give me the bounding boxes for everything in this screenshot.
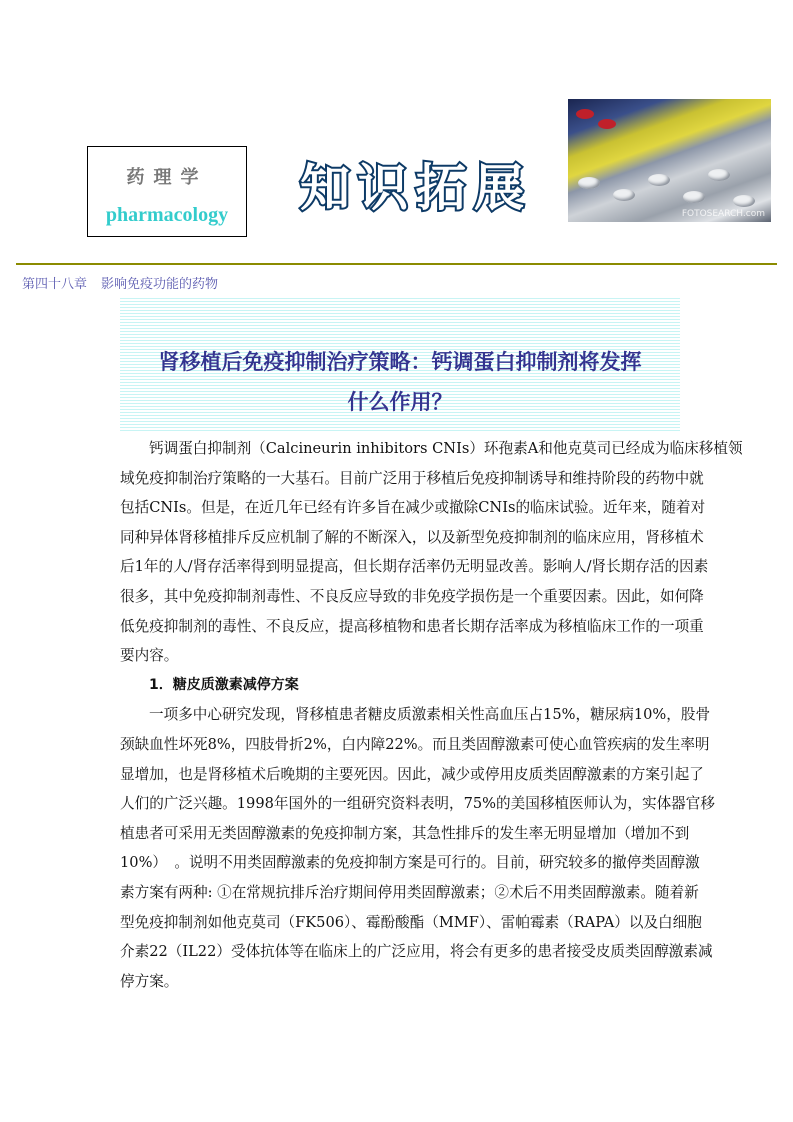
paragraph-line: 钙调蛋白抑制剂（Calcineurin inhibitors CNIs）环孢素A和他克莫司已经成为临床移植领 <box>149 440 743 457</box>
paragraph-line: 颈缺血性坏死8%，四肢骨折2%，白内障22%。而且类固醇激素可使心血管疾病的发生率明 <box>120 735 710 753</box>
paragraph-line: 要内容。 <box>120 647 179 665</box>
pills-photo <box>568 99 771 222</box>
subject-box <box>87 146 247 237</box>
subject-english: pharmacology <box>105 204 229 226</box>
paragraph-line: 一项多中心研究发现，肾移植患者糖皮质激素相关性高血压占15%，糖尿病10%，股骨 <box>149 706 711 724</box>
paragraph-line: 低免疫抑制剂的毒性、不良反应，提高移植物和患者长期存活率成为移植临床工作的一项重 <box>120 617 704 635</box>
paragraph-line: 停方案。 <box>120 972 179 990</box>
section-heading: 1．糖皮质激素减停方案 <box>149 676 299 693</box>
paragraph-line: 植患者可采用无类固醇激素的免疫抑制方案，其急性排斥的发生率无明显增加（增加不到 <box>120 824 690 842</box>
paragraph-line: 10%） 。说明不用类固醇激素的免疫抑制方案是可行的。目前，研究较多的撤停类固醇激 <box>120 854 700 872</box>
paragraph-line: 介素22（IL22）受体抗体等在临床上的广泛应用，将会有更多的患者接受皮质类固醇激素减 <box>120 943 713 961</box>
title-line: 肾移植后免疫抑制治疗策略：钙调蛋白抑制剂将发挥 <box>158 350 642 374</box>
paragraph-line: 很多，其中免疫抑制剂毒性、不良反应导致的非免疫学损伤是一个重要因素。因此，如何降 <box>120 587 704 605</box>
chapter-heading <box>22 273 218 292</box>
article-title-block <box>120 298 680 432</box>
article-title <box>120 342 680 422</box>
paragraph-line: 同种异体肾移植排斥反应机制了解的不断深入，以及新型免疫抑制剂的临床应用，肾移植术 <box>120 528 704 546</box>
header-divider <box>16 263 777 265</box>
article-body <box>120 434 743 996</box>
chapter-name: 影响免疫功能的药物 <box>101 277 219 292</box>
paragraph-line: 后1年的人/肾存活率得到明显提高，但长期存活率仍无明显改善。影响人/肾长期存活的因素 <box>120 558 709 576</box>
paragraph-line: 显增加，也是肾移植术后晚期的主要死因。因此，减少或停用皮质类固醇激素的方案引起了 <box>120 765 704 783</box>
chapter-number: 第四十八章 <box>22 277 88 292</box>
paragraph-line: 域免疫抑制治疗策略的一大基石。目前广泛用于移植后免疫抑制诱导和维持阶段的药物中就 <box>120 469 704 487</box>
title-line: 什么作用？ <box>347 390 453 414</box>
paragraph-line: 型免疫抑制剂如他克莫司（FK506）、霉酚酸酯（MMF）、雷帕霉素（RAPA）以及白细胞 <box>120 913 702 931</box>
banner-title: 知识拓展 <box>300 159 532 217</box>
paragraph-line: 素方案有两种: ①在常规抗排斥治疗期间停用类固醇激素；②术后不用类固醇激素。随着新 <box>120 883 699 901</box>
paragraph-line: 包括CNIs。但是，在近几年已经有许多旨在减少或撤除CNIs的临床试验。近年来，随着对 <box>120 499 706 517</box>
photo-watermark: FOTOSEARCH.com <box>681 209 765 219</box>
subject-chinese: 药理学 <box>126 167 208 188</box>
paragraph-line: 人们的广泛兴趣。1998年国外的一组研究资料表明，75%的美国移植医师认为，实体器官移 <box>120 795 715 813</box>
